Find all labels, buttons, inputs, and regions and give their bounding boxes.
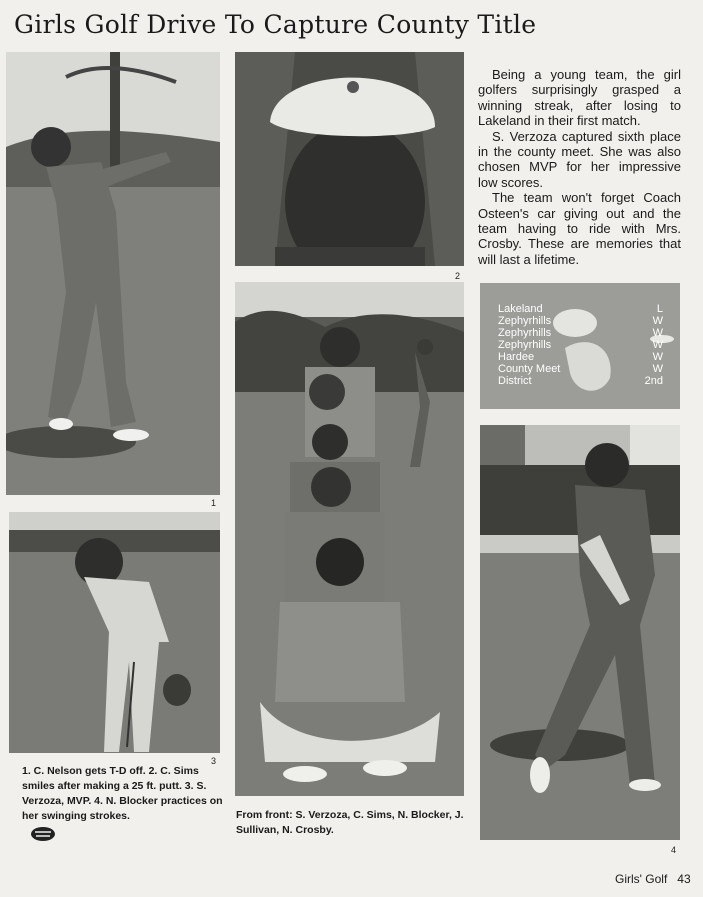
- photo-number-4: 4: [671, 845, 677, 855]
- photo-number-1: 1: [211, 498, 217, 508]
- schedule-opponent: Zephyrhills: [498, 339, 552, 351]
- schedule-result: L: [656, 303, 663, 315]
- schedule-result: W: [652, 339, 663, 351]
- schedule-result: W: [652, 351, 663, 363]
- photo-golfer-tee-off: [6, 52, 220, 495]
- schedule-row: [498, 351, 663, 363]
- article-paragraph: The team won't forget Coach Osteen's car giving out and the team having to ride with Mrs. Crosby. These are memories that will last a lifetime.: [478, 190, 681, 267]
- schedule-row: [498, 303, 663, 315]
- schedule-row: [498, 363, 663, 375]
- schedule-opponent: Zephyrhills: [498, 327, 552, 339]
- schedule-result: W: [652, 327, 663, 339]
- schedule-row: [498, 339, 663, 351]
- photo-golfer-swing: [480, 425, 680, 840]
- article-body: [478, 67, 681, 267]
- photo-golfer-putting: [9, 512, 220, 753]
- article-paragraph: Being a young team, the girl golfers surprisingly grasped a winning streak, after losing to Lakeland in their first match.: [478, 67, 681, 129]
- schedule-result: 2nd: [644, 375, 663, 387]
- footer-section-name: Girls' Golf: [615, 872, 668, 886]
- schedule-opponent: District: [498, 375, 532, 387]
- schedule-row: [498, 327, 663, 339]
- schedule-opponent: Hardee: [498, 351, 535, 363]
- schedule-row: [498, 375, 663, 387]
- page-footer: [615, 872, 691, 886]
- photo-caption-group: From front: S. Verzoza, C. Sims, N. Blocker, J. Sullivan, N. Crosby.: [236, 809, 464, 836]
- season-schedule-box: [480, 283, 680, 409]
- schedule-result: W: [652, 363, 663, 375]
- schedule-result: W: [652, 315, 663, 327]
- photo-team-group: [235, 282, 464, 796]
- schedule-row: [498, 315, 663, 327]
- schedule-opponent: County Meet: [498, 363, 561, 375]
- photo-caption-numbered: 1. C. Nelson gets T-D off. 2. C. Sims smiles after making a 25 ft. putt. 3. S. Verzoza, MVP. 4. N. Blocker practices on her swinging strokes.: [22, 765, 223, 822]
- school-logo-icon: [30, 826, 56, 842]
- photo-golfer-visor: [235, 52, 464, 266]
- schedule-opponent: Zephyrhills: [498, 315, 552, 327]
- photo-number-2: 2: [455, 271, 461, 281]
- page-headline: Girls Golf Drive To Capture County Title: [14, 10, 537, 39]
- page-number: 43: [677, 872, 691, 886]
- schedule-opponent: Lakeland: [498, 303, 543, 315]
- article-paragraph: S. Verzoza captured sixth place in the county meet. She was also chosen MVP for her impressive low scores.: [478, 128, 681, 190]
- season-results-table: [498, 303, 663, 387]
- photo-number-3: 3: [211, 756, 217, 766]
